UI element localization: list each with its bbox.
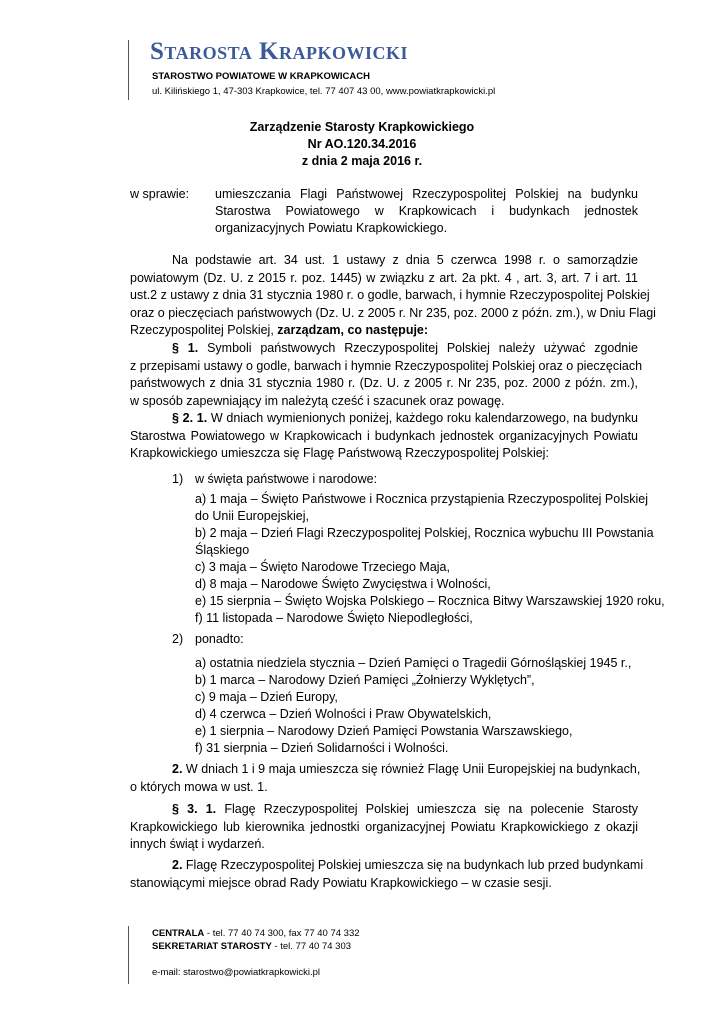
org-address: ul. Kilińskiego 1, 47-303 Krapkowice, tel. 77 407 43 00, www.powiatkrapkowicki.pl	[152, 86, 496, 97]
paragraph-2-2	[130, 761, 641, 796]
text-line: powiatowym (Dz. U. z 2015 r. poz. 1445) w związku z art. 2a pkt. 4 , art. 3, art. 7 i art. 11	[130, 270, 638, 285]
text-line: Flagę Rzeczypospolitej Polskiej umieszcza się na polecenie Starosty	[224, 802, 638, 816]
text-line: oraz o pieczęciach państwowych (Dz. U. z 2005 r. Nr 235, poz. 2000 z późn. zm.), w Dniu Flagi	[130, 305, 656, 320]
text-line: stanowiącymi miejsce obrad Rady Powiatu Krapkowickiego – w czasie sesji.	[130, 875, 552, 890]
doc-title-line1: Zarządzenie Starosty Krapkowickiego	[249, 120, 475, 134]
text-line: o których mowa w ust. 1.	[130, 779, 268, 794]
subject-line: organizacyjnych Powiatu Krapkowickiego.	[215, 221, 448, 235]
list-label: ponadto:	[195, 632, 244, 646]
paragraph-2	[130, 410, 638, 463]
text-line: W dniach wymienionych poniżej, każdego roku kalendarzowego, na budynku	[210, 411, 638, 425]
text-line: Flagę Rzeczypospolitej Polskiej umieszcza się na budynkach lub przed budynkami	[185, 858, 644, 872]
list-label: w święta państwowe i narodowe:	[195, 472, 378, 486]
text-line: w sposób zapewniający im należytą cześć i szacunek oraz powagę.	[130, 393, 505, 408]
list-item: c) 9 maja – Dzień Europy,	[195, 690, 338, 704]
footer-divider	[128, 926, 129, 984]
footer-sekretariat	[152, 941, 351, 952]
subject-line: umieszczania Flagi Państwowej Rzeczypospolitej Polskiej na budynku	[215, 187, 638, 201]
list-item: f) 31 sierpnia – Dzień Solidarności i Wolności.	[195, 741, 449, 755]
list-item: d) 4 czerwca – Dzień Wolności i Praw Obywatelskich,	[195, 707, 492, 721]
text-line: Krapkowickiego umieszcza się Flagę Państwową Rzeczypospolitej Polskiej:	[130, 446, 549, 460]
section-number: 2.	[172, 858, 183, 872]
org-title: Starosta Krapkowicki	[150, 38, 408, 65]
list-item: a) 1 maja – Święto Państwowe i Rocznica przystąpienia Rzeczypospolitej Polskiej	[195, 492, 648, 506]
subject-label: w sprawie:	[130, 187, 190, 201]
text-line: Na podstawie art. 34 ust. 1 ustawy z dnia 5 czerwca 1998 r. o samorządzie	[172, 253, 638, 267]
list-item: a) ostatnia niedziela stycznia – Dzień Pamięci o Tragedii Górnośląskiej 1945 r.,	[195, 656, 632, 670]
text-line: państwowych z dnia 31 stycznia 1980 r. (Dz. U. z 2005 r. Nr 235, poz. 2000 z późn. zm.),	[130, 376, 638, 390]
doc-title-date: z dnia 2 maja 2016 r.	[301, 154, 423, 168]
footer-centrala-label: CENTRALA	[152, 928, 205, 939]
list-item: e) 15 sierpnia – Święto Wojska Polskiego – Rocznica Bitwy Warszawskiej 1920 roku,	[195, 594, 665, 608]
section-number: § 1.	[172, 341, 199, 355]
section-number: 2.	[172, 762, 183, 776]
text-line: innych świąt i wydarzeń.	[130, 837, 265, 851]
preamble	[130, 252, 656, 340]
text-line: Starostwa Powiatowego w Krapkowicach i budynkach jednostek organizacyjnych Powiatu	[130, 428, 638, 443]
list-item: Śląskiego	[195, 543, 250, 557]
subject-line: Starostwa Powiatowego w Krapkowicach i budynkach jednostek	[215, 204, 638, 218]
paragraph-3-2	[130, 857, 644, 892]
footer-centrala	[152, 928, 360, 939]
text-line: Krapkowickiego lub kierownika jednostki organizacyjnej Powiatu Krapkowickiego z okazji	[130, 819, 638, 834]
list-item: b) 2 maja – Dzień Flagi Rzeczypospolitej Polskiej, Rocznica wybuchu III Powstania	[195, 526, 654, 540]
list-item: c) 3 maja – Święto Narodowe Trzeciego Maja,	[195, 560, 450, 574]
text-line: W dniach 1 i 9 maja umieszcza się również Flagę Unii Europejskiej na budynkach,	[185, 762, 641, 776]
org-subtitle: STAROSTWO POWIATOWE W KRAPKOWICACH	[152, 71, 370, 82]
header-divider	[128, 40, 129, 100]
text-line: z przepisami ustawy o godle, barwach i hymnie Rzeczypospolitej Polskiej oraz o pieczęciach	[130, 358, 643, 373]
decree-phrase: zarządzam, co następuje:	[277, 323, 429, 337]
footer-centrala-phone: - tel. 77 40 74 300, fax 77 40 74 332	[204, 928, 360, 939]
paragraph-1	[130, 340, 643, 410]
list-item: do Unii Europejskiej,	[195, 509, 309, 523]
text-line: ust.2 z ustawy z dnia 31 stycznia 1980 r. o godle, barwach, i hymnie Rzeczypospolitej Polskiej	[130, 288, 650, 302]
section-number: § 2. 1.	[172, 411, 208, 425]
text-line: Symboli państwowych Rzeczypospolitej Polskiej należy używać zgodnie	[207, 341, 638, 355]
footer-email: e-mail: starostwo@powiatkrapkowicki.pl	[152, 967, 321, 978]
list-item: b) 1 marca – Narodowy Dzień Pamięci „Żołnierzy Wyklętych”,	[195, 673, 535, 687]
doc-title-number: Nr AO.120.34.2016	[307, 137, 417, 151]
list-number: 1)	[172, 472, 184, 486]
list-item: e) 1 sierpnia – Narodowy Dzień Pamięci Powstania Warszawskiego,	[195, 724, 573, 738]
list-item: f) 11 listopada – Narodowe Święto Niepodległości,	[195, 611, 473, 625]
footer-sekretariat-label: SEKRETARIAT STAROSTY	[152, 941, 272, 952]
paragraph-3	[130, 801, 638, 854]
footer-sekretariat-phone: - tel. 77 40 74 303	[271, 941, 352, 952]
list-number: 2)	[172, 632, 184, 646]
text-line: Rzeczypospolitej Polskiej,	[130, 323, 274, 337]
section-number: § 3. 1.	[172, 802, 217, 816]
list-item: d) 8 maja – Narodowe Święto Zwycięstwa i Wolności,	[195, 577, 491, 591]
